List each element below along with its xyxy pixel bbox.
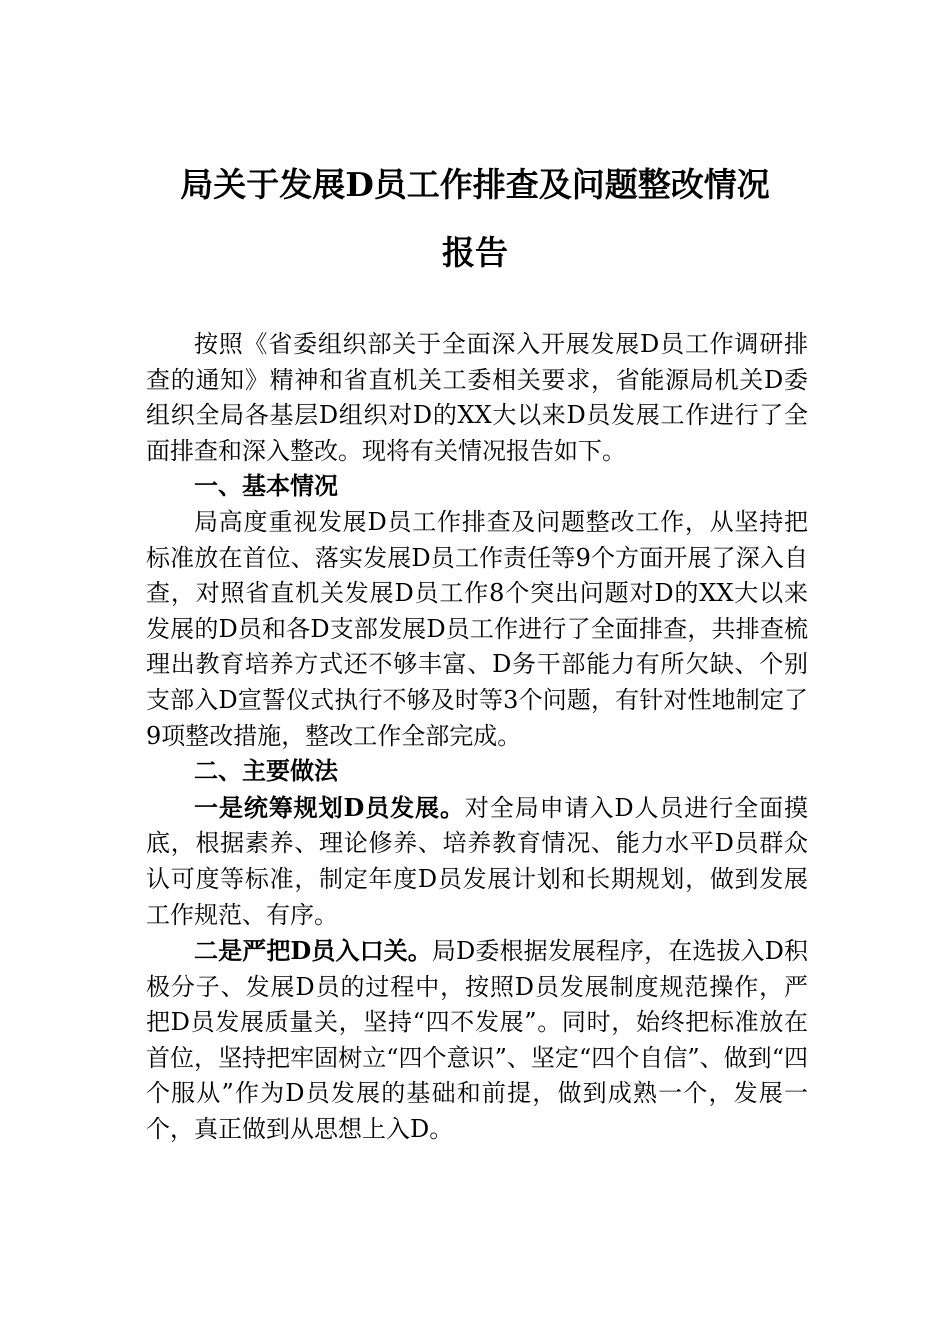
basic-situation-paragraph: 局高度重视发展D员工作排查及问题整改工作，从坚持把标准放在首位、落实发展D员工作责任等9个方面开展了深入自查，对照省直机关发展D员工作8个突出问题对D的XX大以来发展的D员和各D支部发展D员工作进行了全面排查，共排查梳理出教育培养方式还不够丰富、D务干部能力有所欠缺、个别支部入D宣誓仪式执行不够及时等3个问题，有针对性地制定了9项整改措施，整改工作全部完成。 xyxy=(146,507,808,750)
document-body xyxy=(146,327,808,1148)
document-title-line-2: 报告 xyxy=(442,233,508,272)
section-heading-basic-situation: 一、基本情况 xyxy=(194,472,338,501)
section-heading-main-practices: 二、主要做法 xyxy=(194,757,338,786)
practice-point-1 xyxy=(146,790,808,933)
practice-point-1-text: 对全局申请入D人员进行全面摸底，根据素养、理论修养、培养教育情况、能力水平D员群众认可度等标准，制定年度D员发展计划和长期规划，做到发展工作规范、有序。 xyxy=(146,793,808,929)
practice-point-1-lead: 一是统筹规划D员发展。 xyxy=(194,792,465,822)
practice-point-2-text: 局D委根据发展程序，在选拔入D积极分子、发展D员的过程中，按照D员发展制度规范操作，严把D员发展质量关，坚持“四不发展”。同时，始终把标准放在首位，坚持把牢固树立“四个意识”、坚定“四个自信”、做到“四个服从”作为D员发展的基础和前提，做到成熟一个，发展一个，真正做到从思想上入D。 xyxy=(146,937,809,1144)
intro-paragraph: 按照《省委组织部关于全面深入开展发展D员工作调研排查的通知》精神和省直机关工委相关要求，省能源局机关D委组织全局各基层D组织对D的XX大以来D员发展工作进行了全面排查和深入整改。现将有关情况报告如下。 xyxy=(146,330,808,465)
practice-point-2 xyxy=(146,933,808,1148)
document-title-line-1: 局关于发展D员工作排查及问题整改情况 xyxy=(180,165,770,204)
practice-point-2-lead: 二是严把D员入口关。 xyxy=(194,936,432,966)
